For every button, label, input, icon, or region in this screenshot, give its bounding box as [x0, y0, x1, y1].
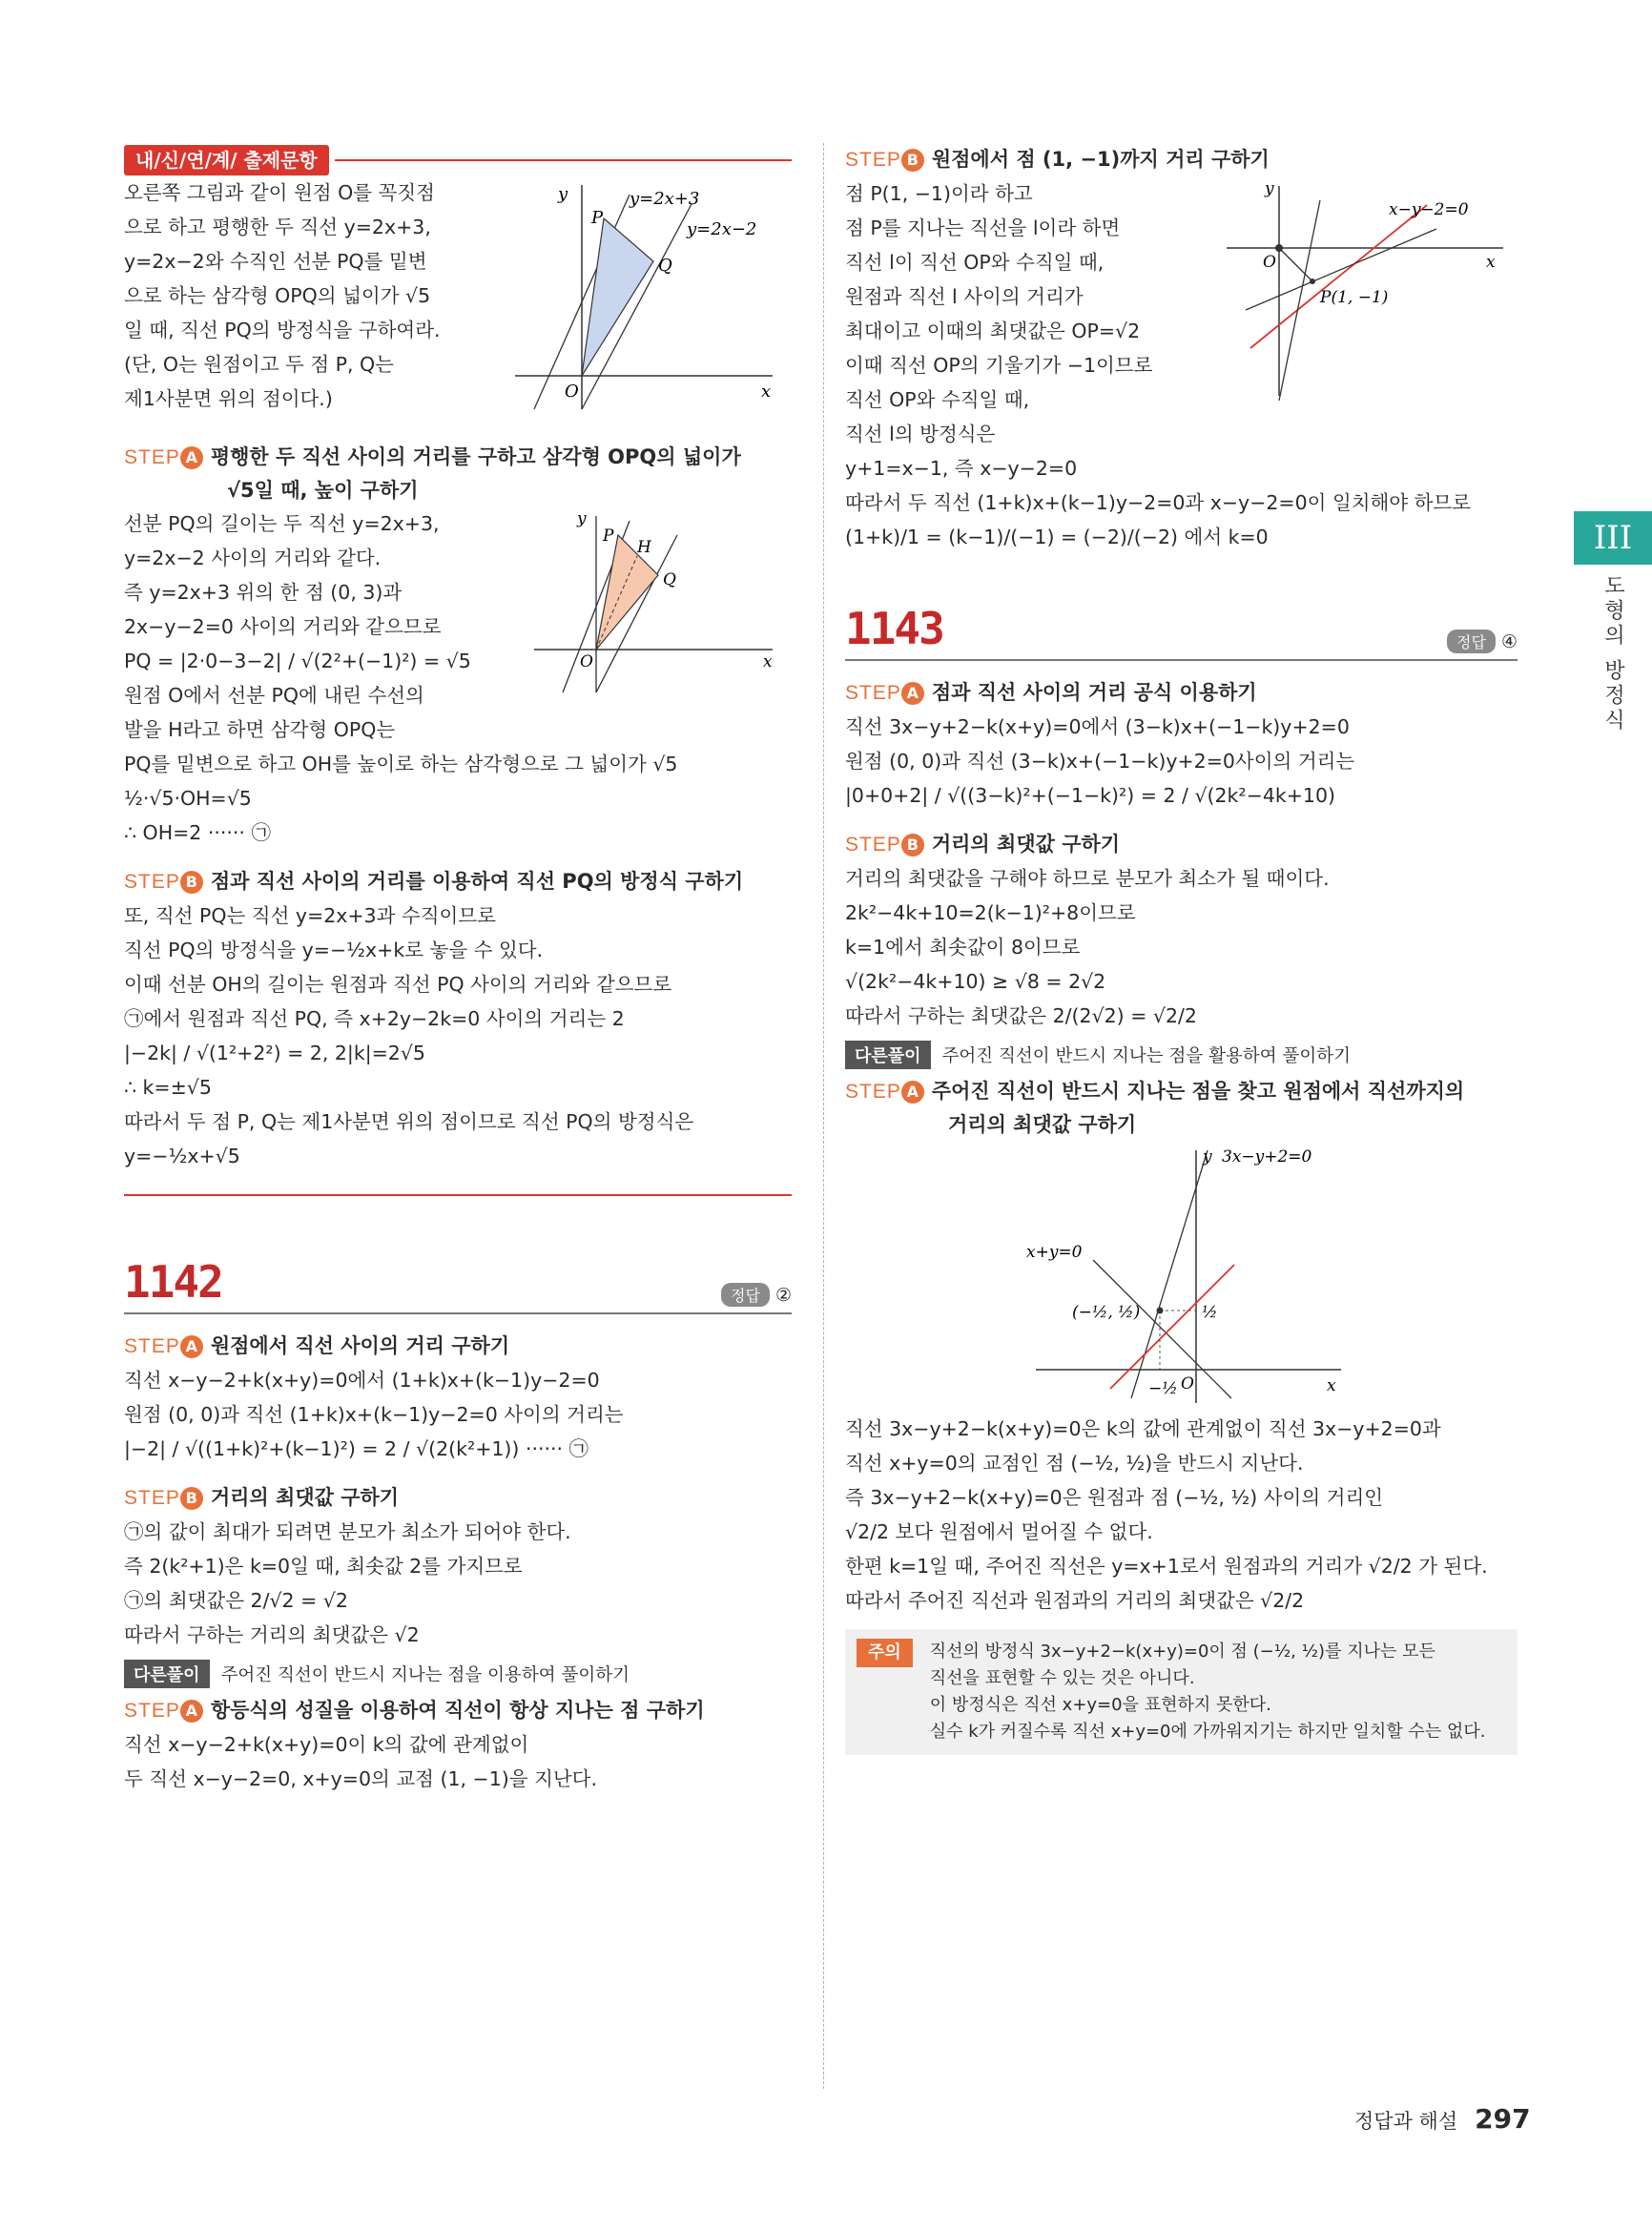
svg-text:x: x [761, 382, 772, 402]
p1142-step-b-heading: STEP B 거리의 최댓값 구하기 [124, 1486, 400, 1509]
problem-text: 오른쪽 그림과 같이 원점 O를 꼭짓점 으로 하고 평행한 두 직선 y=2x+3, y=2x−2와 수직인 선분 PQ를 밑변 으로 하는 삼각형 OPQ의 넓이가 √5 일 때, 직선 PQ의 방정식을 구하여라. (단, O는 원점이고 두 점 P, Q는 제1사분면 위의 점이다.) [124, 181, 441, 410]
svg-text:x−y−2=0: x−y−2=0 [1389, 200, 1469, 219]
svg-text:O: O [565, 382, 579, 402]
svg-text:Q: Q [658, 256, 672, 276]
left-column: 내/신/연/계/ 출제문항 오른쪽 그림과 같이 원점 O를 꼭짓점 으로 하고 평행한 두 직선 y=2x+3, y=2x−2와 수직인 선분 PQ를 밑변 으로 하는 삼각형 OPQ의 넓이가 √5 일 때, 직선 PQ의 방정식을 구하여라. (단, O는 원점이고 두 점 P, Q는 제1사분면 위의 점이다.) y x O P Q y=2x+3 y=2x−2 STEP A 평행한 두 직선 사이의 거리를 구하고 삼각형 OPQ의 넓이가 √5일 때, 높이 구하기 선분 PQ의 길이는 두 직선 y=2x+3, y=2x−2 사이의 거리와 같다. 즉 y=2x+3 위의 한 점 (0, 3)과 2x−y−2=0 사이의 거리와 같으므로 PQ = |2·0−3−2| / √(2²+(−1)²) = √5 원점 O에서 선분 PQ에 내린 수선의 발을 H라고 하면 삼각형 OPQ는 y x O P H Q PQ를 밑변으로 하고 OH를 높이로 하는 삼각형으로 그 넓이가 √5 ½·√5·OH=√5 ∴ OH=2 ······ ㉠ STEP B 점과 직선 사이의 거리를 이용하여 직선 PQ의 방정식 구하기 또, 직선 PQ는 직선 y=2x+3과 수직이므로 직선 PQ의 방정식을 y=−½x+k로 놓을 수 있다. 이때 선분 OH의 길이는 원점과 직선 PQ 사이의 거리와 같으므로 ㉠에서 원점과 직선 PQ, 즉 x+2y−2k=0 사이의 거리는 2 |−2k| / √(1²+2²) = 2, 2|k|=2√5 ∴ k=±√5 따라서 두 점 P, Q는 제1사분면 위의 점이므로 직선 PQ의 방정식은 y=−½x+√5 1142 정답 ② STEP A 원점에서 직선 사이의 거리 구하기 직선 x−y−2+k(x+y)=0에서 (1+k)x+(k−1)y−2=0 원점 (0, 0)과 직선 (1+k)x+(k−1)y−2=0 사이의 거리는 |−2| / √((1+k)²+(k−1)²) = 2 / √(2(k²+1)) ······ ㉠ STEP B 거리의 최댓값 구하기 ㉠의 값이 최대가 되려면 분모가 최소가 되어야 한다. 즉 2(k²+1)은 k=0일 때, 최솟값 2를 가지므로 ㉠의 최댓값은 2/√2 = √2 따라서 구하는 거리의 최댓값은 √2 다른풀이 주어진 직선이 반드시 지나는 점을 이용하여 풀이하기 STEP A 항등식의 성질을 이용하여 직선이 항상 지나는 점 구하기 직선 x−y−2+k(x+y)=0이 k의 값에 관계없이 두 직선 x−y−2=0, x+y=0의 교점 (1, −1)을 지난다. [124, 141, 792, 1796]
step-b-heading: STEP B 점과 직선 사이의 거리를 이용하여 직선 PQ의 방정식 구하기 [124, 870, 744, 893]
svg-text:O: O [1181, 1374, 1194, 1394]
problem-figure [506, 176, 782, 414]
svg-text:O: O [580, 652, 593, 671]
caution-note: 주의 직선의 방정식 3x−y+2−k(x+y)=0이 점 (−½, ½)를 지나는 모든 직선을 표현할 수 있는 것은 아니다. 이 방정식은 직선 x+y=0을 표현하지 못한다. 실수 k가 커질수록 직선 x+y=0에 가까워지기는 하지만 일치할 수는 없다. [845, 1629, 1518, 1755]
chapter-title: 도형의 방정식 [1600, 574, 1625, 733]
svg-text:y=2x−2: y=2x−2 [687, 219, 757, 239]
figure-line-through-p [1208, 176, 1513, 405]
column-divider [823, 143, 824, 2089]
figure-triangle-h [525, 506, 782, 697]
svg-text:x+y=0: x+y=0 [1026, 1243, 1083, 1262]
right-column: STEP B 원점에서 점 (1, −1)까지 거리 구하기 점 P(1, −1)이라 하고 점 P를 지나는 직선을 l이라 하면 직선 l이 직선 OP와 수직일 때, 원점과 직선 l 사이의 거리가 최대이고 이때의 최댓값은 OP=√2 이때 직선 OP의 기울기가 −1이므로 직선 OP와 수직일 때, 직선 l의 방정식은 y+1=x−1, 즉 x−y−2=0 y x O P(1, −1) x−y−2=0 따라서 두 직선 (1+k)x+(k−1)y−2=0과 x−y−2=0이 일치해야 하므로 (1+k)/1 = (k−1)/(−1) = (−2)/(−2) 에서 k=0 1143 정답 ④ STEP A 점과 직선 사이의 거리 공식 이용하기 직선 3x−y+2−k(x+y)=0에서 (3−k)x+(−1−k)y+2=0 원점 (0, 0)과 직선 (3−k)x+(−1−k)y+2=0사이의 거리는 |0+0+2| / √((3−k)²+(−1−k)²) = 2 / √(2k²−4k+10) STEP B 거리의 최댓값 구하기 거리의 최댓값을 구해야 하므로 분모가 최소가 될 때이다. 2k²−4k+10=2(k−1)²+8이므로 k=1에서 최솟값이 8이므로 √(2k²−4k+10) ≥ √8 = 2√2 따라서 구하는 최댓값은 2/(2√2) = √2/2 다른풀이 주어진 직선이 반드시 지나는 점을 활용하여 풀이하기 STEP A 주어진 직선이 반드시 지나는 점을 찾고 원점에서 직선까지의 거리의 최댓값 구하기 y 3x−y+2=0 x+y=0 (−½, ½) ½ −½ O x 직선 3x−y+2−k(x+y)=0은 k의 값에 관계없이 직선 3x−y+2=0과 직선 x+y=0의 교점인 점 (−½, ½)을 반드시 지난다. 즉 3x−y+2−k(x+y)=0은 원점과 점 (−½, ½) 사이의 거리인 √2/2 보다 원점에서 멀어질 수 없다. 한편 k=1일 때, 주어진 직선은 y=x+1로서 원점과의 거리가 √2/2 가 된다. 따라서 주어진 직선과 원점과의 거리의 최댓값은 √2/2 주의 직선의 방정식 3x−y+2−k(x+y)=0이 점 (−½, ½)를 지나는 모든 직선을 표현할 수 있는 것은 아니다. 이 방정식은 직선 x+y=0을 표현하지 못한다. 실수 k가 커질수록 직선 x+y=0에 가까워지기는 하지만 일치할 수는 없다. [845, 143, 1518, 1755]
p1143-step-b-heading: STEP B 거리의 최댓값 구하기 [845, 833, 1121, 856]
svg-text:P: P [591, 208, 604, 228]
chapter-side-tab [1574, 511, 1652, 733]
svg-text:x: x [763, 652, 773, 671]
svg-text:O: O [1263, 253, 1276, 272]
problem-1143-header: 1143 정답 ④ [845, 604, 1518, 661]
chapter-number: III [1574, 511, 1652, 565]
alt-step-a-heading: STEP A 항등식의 성질을 이용하여 직선이 항상 지나는 점 구하기 [124, 1699, 705, 1722]
problem-header [124, 145, 792, 176]
svg-text:½: ½ [1202, 1303, 1218, 1322]
footer-label: 정답과 해설 [1354, 2110, 1458, 2133]
alternative-solution-bar-2: 다른풀이 주어진 직선이 반드시 지나는 점을 활용하여 풀이하기 [845, 1041, 1518, 1069]
step-a-heading: STEP A 평행한 두 직선 사이의 거리를 구하고 삼각형 OPQ의 넓이가 √5일 때, 높이 구하기 [124, 445, 741, 502]
right-alt-step-a-heading: STEP A 주어진 직선이 반드시 지나는 점을 찾고 원점에서 직선까지의 거리의 최댓값 구하기 [845, 1080, 1465, 1136]
svg-text:P(1, −1): P(1, −1) [1320, 288, 1389, 307]
section-separator [124, 1194, 792, 1196]
svg-text:Q: Q [663, 570, 676, 589]
step-a-block: 선분 PQ의 길이는 두 직선 y=2x+3, y=2x−2 사이의 거리와 같다. 즉 y=2x+3 위의 한 점 (0, 3)과 2x−y−2=0 사이의 거리와 같으므로 PQ = |2·0−3−2| / √(2²+(−1)²) = √5 원점 O에서 선분 PQ에 내린 수선의 발을 H라고 하면 삼각형 OPQ는 y x O P H Q [124, 506, 792, 747]
problem-block [124, 176, 792, 416]
svg-text:y: y [1203, 1147, 1212, 1167]
svg-text:y=2x+3: y=2x+3 [630, 189, 700, 209]
alternative-solution-bar: 다른풀이 주어진 직선이 반드시 지나는 점을 이용하여 풀이하기 [124, 1660, 792, 1688]
right-step-b-heading: STEP B 원점에서 점 (1, −1)까지 거리 구하기 [845, 148, 1270, 171]
page-footer [1354, 2103, 1531, 2135]
svg-text:−½: −½ [1148, 1379, 1178, 1398]
svg-text:x: x [1486, 253, 1496, 272]
svg-text:y: y [558, 184, 568, 204]
svg-text:(−½, ½): (−½, ½) [1072, 1303, 1141, 1322]
svg-text:3x−y+2=0: 3x−y+2=0 [1222, 1147, 1312, 1167]
svg-text:x: x [1327, 1376, 1336, 1395]
svg-text:H: H [637, 538, 651, 557]
figure-fixed-point [845, 1141, 1518, 1408]
problem-tag: 내/신/연/계/ 출제문항 [124, 145, 329, 176]
page-number: 297 [1475, 2103, 1531, 2135]
svg-text:P: P [603, 527, 614, 546]
svg-text:y: y [577, 509, 587, 528]
problem-1142-header: 1142 정답 ② [124, 1257, 792, 1314]
p1143-step-a-heading: STEP A 점과 직선 사이의 거리 공식 이용하기 [845, 681, 1257, 704]
p1142-step-a-heading: STEP A 원점에서 직선 사이의 거리 구하기 [124, 1334, 510, 1357]
svg-text:y: y [1265, 179, 1274, 198]
